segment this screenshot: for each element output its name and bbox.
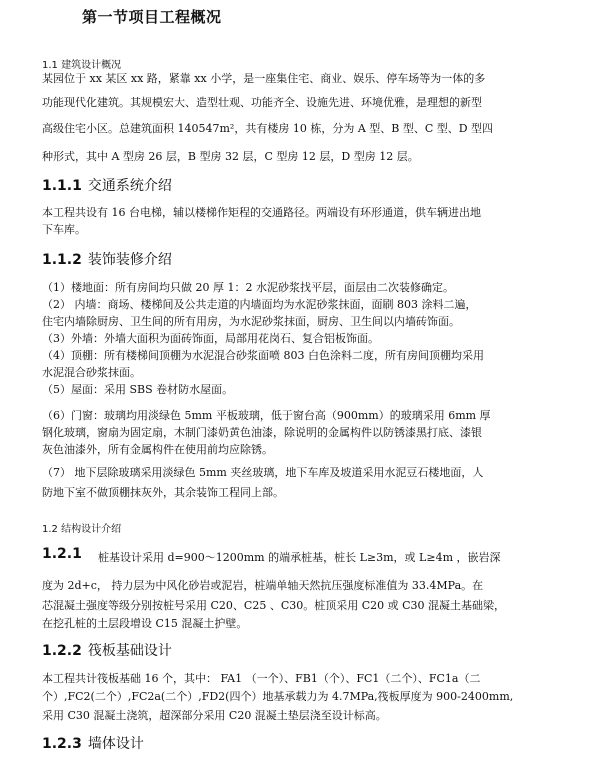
paragraph-line: 下车库。 [42, 223, 86, 236]
list-line: （3）外墙：外墙大面积为面砖饰面，局部用花岗石、复合铝板饰面。 [42, 332, 379, 345]
subsection-title: 墙体设计 [87, 736, 144, 752]
subsection-heading-1-1-2 [42, 249, 172, 269]
section-heading-1-1: 1.1 建筑设计概况 [42, 60, 122, 71]
subsection-title: 筏板基础设计 [87, 643, 172, 659]
paragraph-line: 桩基设计采用 d=900～1200mm 的端承桩基，桩长 L≥3m，或 L≥4m ，嵌岩深 [98, 551, 501, 564]
subsection-number: 1.1.1 [42, 178, 82, 194]
paragraph-line: 在挖孔桩的土层段增设 C15 混凝土护壁。 [42, 617, 248, 630]
subsection-heading-1-2-3 [42, 733, 144, 753]
paragraph-line: 个）,FC2(二个）,FC2a(二个）,FD2(四个）地基承载力为 4.7MPa,筏板厚度为 900-2400mm, [42, 690, 514, 703]
list-line: （7） 地下层除玻璃采用淡绿色 5mm 夹丝玻璃，地下车库及坡道采用水泥豆石楼地面，人 [42, 466, 484, 479]
subsection-title: 交通系统介绍 [87, 178, 172, 194]
list-line: 水泥混合砂浆抹面。 [42, 366, 141, 379]
paragraph-line: 高级住宅小区。总建筑面积 140547m²，共有楼房 10 栋，分为 A 型、B 型、C 型、D 型四 [42, 122, 494, 135]
paragraph-line: 度为 2d+c， 持力层为中风化砂岩或泥岩，桩端单轴天然抗压强度标准值为 33.4MPa。在 [42, 579, 484, 592]
paragraph-line: 种形式，其中 A 型房 26 层，B 型房 32 层，C 型房 12 层，D 型房 12 层。 [42, 150, 419, 163]
paragraph-line: 芯混凝土强度等级分别按桩号采用 C20、C25 、C30。桩顶采用 C20 或 C30 混凝土基础梁， [42, 599, 506, 612]
list-line: 住宅内墙除厨房、卫生间的所有用房，为水泥砂浆抹面，厨房、卫生间以内墙砖饰面。 [42, 315, 460, 328]
subsection-number: 1.2.1 [42, 546, 82, 562]
subsection-number: 1.1.2 [42, 252, 82, 268]
subsection-number-1-2-1 [42, 546, 88, 562]
list-line: （5）屋面：采用 SBS 卷材防水屋面。 [42, 383, 234, 396]
list-line: （6）门窗：玻璃均用淡绿色 5mm 平板玻璃，低于窗台高（900mm）的玻璃采用 6mm 厚 [42, 409, 491, 422]
subsection-number: 1.2.3 [42, 736, 82, 752]
paragraph-line: 本工程共设有 16 台电梯，辅以楼梯作矩程的交通路径。两端设有环形通道，供车辆进出地 [42, 206, 481, 219]
chapter-title: 第一节项目工程概况 [82, 8, 222, 26]
list-line: 钢化玻璃，窗扇为固定扇，木制门漆奶黄色油漆，除说明的金属构件以防锈漆黑打底、漆银 [42, 426, 482, 439]
paragraph-line: 功能现代化建筑。其规模宏大、造型壮观、功能齐全、设施先进、环境优雅，是理想的新型 [42, 96, 482, 109]
paragraph-line: 采用 C30 混凝土浇筑，超深部分采用 C20 混凝土垫层浇至设计标高。 [42, 709, 387, 722]
list-line: （2） 内墙：商场、楼梯间及公共走道的内墙面均为水泥砂浆抹面，面刷 803 涂料二遍， [42, 298, 477, 311]
list-line: （1）楼地面：所有房间均只做 20 厚 1：2 水泥砂浆找平层，面层由二次装修确定。 [42, 281, 454, 294]
paragraph-line: 本工程共计筏板基础 16 个，其中： FA1 （一个）、FB1（个）、FC1（二个）、FC1a（二 [42, 672, 481, 685]
list-line: 灰色油漆外，所有金属构件在使用前均应除锈。 [42, 443, 273, 456]
list-line: （4）顶棚：所有楼梯间顶棚为水泥混合砂浆面喷 803 白色涂料二度，所有房间顶棚均采用 [42, 349, 484, 362]
subsection-title: 装饰装修介绍 [87, 252, 172, 268]
section-heading-1-2: 1.2 结构设计介绍 [42, 524, 122, 535]
subsection-number: 1.2.2 [42, 643, 82, 659]
list-line: 防地下室不做顶棚抹灰外，其余装饰工程同上部。 [42, 486, 284, 499]
subsection-heading-1-1-1 [42, 175, 172, 195]
subsection-heading-1-2-2 [42, 640, 172, 660]
paragraph-line: 某园位于 xx 某区 xx 路，紧靠 xx 小学，是一座集住宅、商业、娱乐、停车场等为一体的多 [42, 72, 486, 85]
